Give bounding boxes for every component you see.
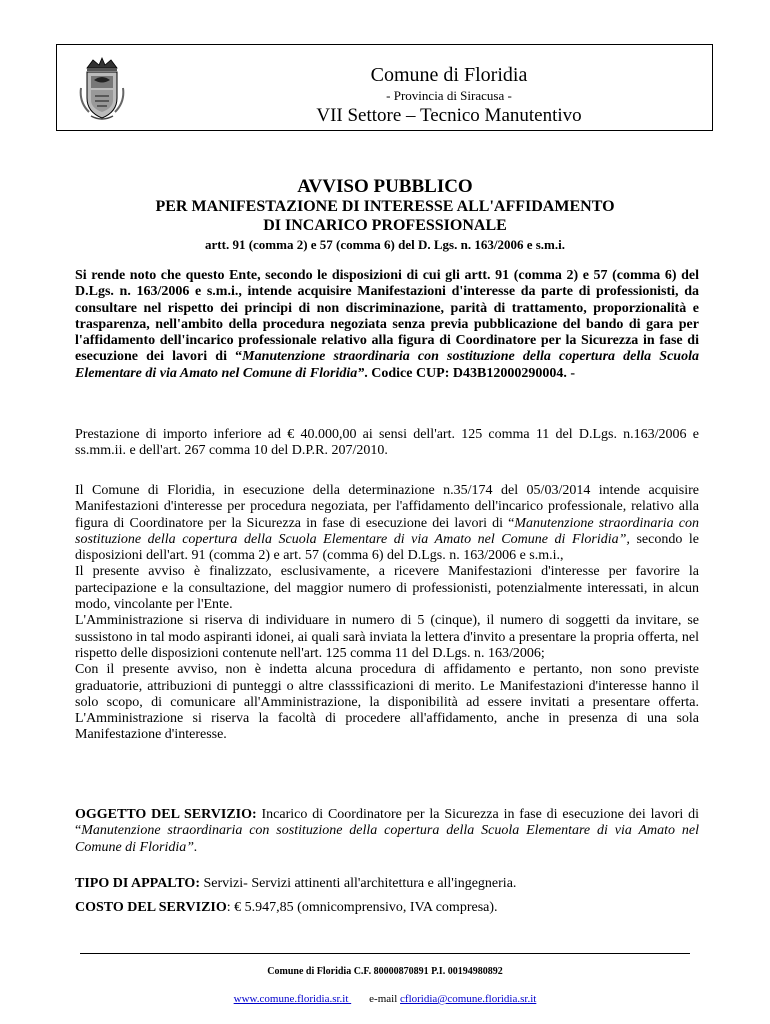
service-object-project-title: Manutenzione straordinaria con sostituzione della copertura della Scuola Elementare di via Amato nel Comune di Floridia”.	[75, 823, 699, 855]
website-link[interactable]: www.comune.floridia.sr.it	[233, 993, 352, 1005]
service-object-text: Incarico di Coordinatore per la Sicurezza in fase di esecuzione dei lavori di “	[75, 807, 700, 839]
body-paragraph-4: Con il presente avviso, non è indetta alcuna procedura di affidamento e pertanto, non sono previste graduatorie, attribuzioni di punteggi o altre classsificazioni di merito. Le Manifestazioni d'interesse hanno il solo scopo, di comunicare all'Amministrazione, la disponibilità ad essere invitati a presentare offerta. L'Amministrazione si riserva la facoltà di procedere all'affidamento, anche in presenza di una sola Manifestazione d'interesse.	[75, 662, 699, 743]
body-p1-text-b: secondo le disposizioni dell'art. 91 (comma 2) e art. 57 (comma 6) del D.Lgs. n. 163/2006 e s.m.i.,	[75, 531, 699, 564]
body-paragraph-2: Il presente avviso è finalizzato, esclusivamente, a ricevere Manifestazioni d'interesse per favorire la partecipazione e la consultazione, del maggior numero di professionisti, potenzialmente interessati, in alcun modo, vincolante per l'Ente.	[75, 564, 699, 613]
notice-subheading-2: DI INCARICO PROFESSIONALE	[263, 217, 507, 234]
body-section	[75, 483, 699, 744]
body-p1-project-title: Manutenzione straordinaria con sostituzione della copertura della Scuola Elementare di via Amato nel Comune di Floridia”,	[75, 515, 699, 547]
sector-name: VII Settore – Tecnico Manutentivo	[316, 105, 582, 126]
notice-subheading-1: PER MANIFESTAZIONE DI INTERESSE ALL'AFFIDAMENTO	[155, 198, 615, 215]
contract-type-text: Servizi- Servizi attinenti all'architettura e all'ingegneria.	[200, 876, 517, 891]
prestazione-paragraph: Prestazione di importo inferiore ad € 40.000,00 ai sensi dell'art. 125 comma 11 del D.Lgs. n.163/2006 e ss.mm.ii. e dell'art. 267 comma 10 del D.P.R. 207/2010.	[75, 427, 699, 459]
notice-legal-reference: artt. 91 (comma 2) e 57 (comma 6) del D. Lgs. n. 163/2006 e s.m.i.	[205, 237, 565, 252]
intro-text-b: . Codice CUP: D43B12000290004. -	[364, 365, 575, 381]
service-cost-label: COSTO DEL SERVIZIO	[75, 900, 227, 915]
coat-of-arms-icon	[79, 54, 125, 122]
letterhead	[56, 44, 713, 131]
service-cost-paragraph	[75, 900, 699, 916]
service-object-label: OGGETTO DEL SERVIZIO:	[75, 807, 257, 822]
intro-project-title: Manutenzione straordinaria con sostituzione della copertura della Scuola Elementare di via Amato nel Comune di Floridia”	[75, 349, 699, 381]
footer-fiscal-info: Comune di Floridia C.F. 80000870891 P.I. 00194980892	[267, 966, 503, 977]
email-link[interactable]: cfloridia@comune.floridia.sr.it	[400, 993, 537, 1005]
footer-divider	[80, 953, 690, 954]
contract-type-paragraph	[75, 876, 699, 892]
email-label: e-mail	[369, 993, 401, 1005]
body-paragraph-1	[75, 483, 699, 564]
intro-text-a: Si rende noto che questo Ente, secondo le disposizioni di cui gli artt. 91 (comma 2) e 57 (comma 6) del D.Lgs. n. 163/2006 e s.m.i., intende acquisire Manifestazioni d'interesse da parte di professionisti, da consultare nel rispetto dei principi di non discriminazione, parità di trattamento, proporzionalità e trasparenza, nell'ambito della procedura negoziata senza previa pubblicazione del bando di gara per l'affidamento dell'incarico professionale relativo alla figura di Coordinatore per la Sicurezza in fase di esecuzione dei lavori di “	[75, 268, 699, 365]
province-name: - Provincia di Siracusa -	[386, 88, 512, 103]
body-paragraph-3: L'Amministrazione si riserva di individuare in numero di 5 (cinque), il numero di soggetti da invitare, se sussistono in tal modo aspiranti idonei, ai quali sarà inviata la lettera d'invito a presentare la propria offerta, nel rispetto delle disposizioni contenute nell'art. 125 comma 11 del D.Lgs. n. 163/2006;	[75, 613, 699, 661]
notice-heading: AVVISO PUBBLICO	[297, 176, 473, 197]
body-p1-text-a: Il Comune di Floridia, in esecuzione della determinazione n.35/174 del 05/03/2014 intende acquisire Manifestazioni d'interesse per procedura negoziata, per l'affidamento dell'incarico professionale, relativo alla figura di Coordinatore per la Sicurezza in fase di esecuzione dei lavori di “	[75, 483, 699, 531]
service-object-paragraph	[75, 807, 699, 856]
municipality-name: Comune di Floridia	[370, 64, 528, 86]
footer-contacts	[0, 993, 770, 1005]
intro-paragraph	[75, 268, 699, 382]
service-cost-text: : € 5.947,85 (omnicomprensivo, IVA compresa).	[226, 900, 498, 915]
contract-type-label: TIPO DI APPALTO:	[75, 876, 200, 891]
